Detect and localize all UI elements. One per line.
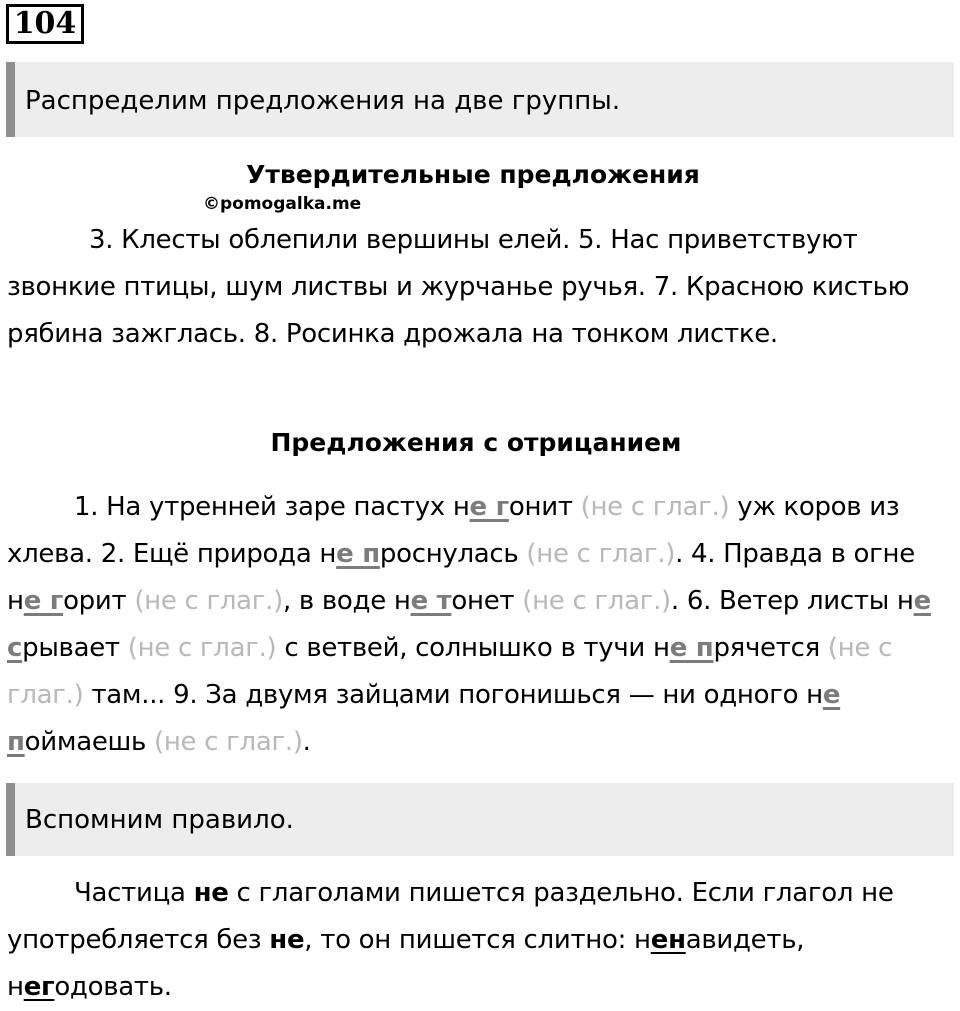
rule-text: Частица не с глаголами пишется раздельно. Если глагол не употребляется без не, то он пишется слитно: ненавидеть, негодовать. [7, 878, 894, 1002]
watermark: ©pomogalka.me [203, 194, 362, 214]
note-label: (не с глаг.) [7, 633, 893, 710]
exercise-number: 104 [6, 4, 84, 44]
spelling-mark: е с [7, 586, 931, 663]
affirmative-heading: Утвердительные предложения [246, 160, 700, 189]
rule-banner: Вспомним правило. [6, 783, 954, 856]
spelling-mark: е п [669, 633, 714, 663]
particle-bold: не [193, 878, 229, 908]
spelling-mark: е г [23, 586, 64, 616]
note-label: (не с глаг.) [522, 586, 671, 616]
spelling-mark: ен [650, 925, 686, 955]
negative-text: 1. На утренней заре пастух не гонит (не с глаг.) уж коров из хлева. 2. Ещё природа не проснулась (не с глаг.). 4. Правда в огне не горит (не с глаг.), в воде не тонет (не с глаг.). 6. Ветер листы не срывает (не с глаг.) с ветвей, солнышко в тучи не прячется (не с глаг.) там... 9. За двумя зайцами погонишься — ни одного не поймаешь (не с глаг.). [7, 492, 931, 757]
spelling-mark: е п [336, 539, 380, 569]
negative-heading: Предложения с отрицанием [270, 428, 682, 457]
spelling-mark: е п [7, 680, 841, 757]
note-label: (не с глаг.) [127, 633, 277, 663]
note-label: (не с глаг.) [580, 492, 730, 522]
affirmative-text: 3. Клесты облепили вершины елей. 5. Нас приветствуют звонкие птицы, шум листвы и журчанье ручья. 7. Красною кистью рябина зажглась. 8. Росинка дрожала на тонком листке. [7, 225, 910, 349]
intro-banner: Распределим предложения на две группы. [6, 62, 954, 137]
spelling-mark: ег [23, 972, 55, 1002]
spelling-mark: е т [410, 586, 452, 616]
spelling-mark: е г [469, 492, 509, 522]
particle-bold: не [269, 925, 305, 955]
note-label: (не с глаг.) [526, 539, 676, 569]
note-label: (не с глаг.) [154, 727, 303, 757]
note-label: (не с глаг.) [134, 586, 283, 616]
